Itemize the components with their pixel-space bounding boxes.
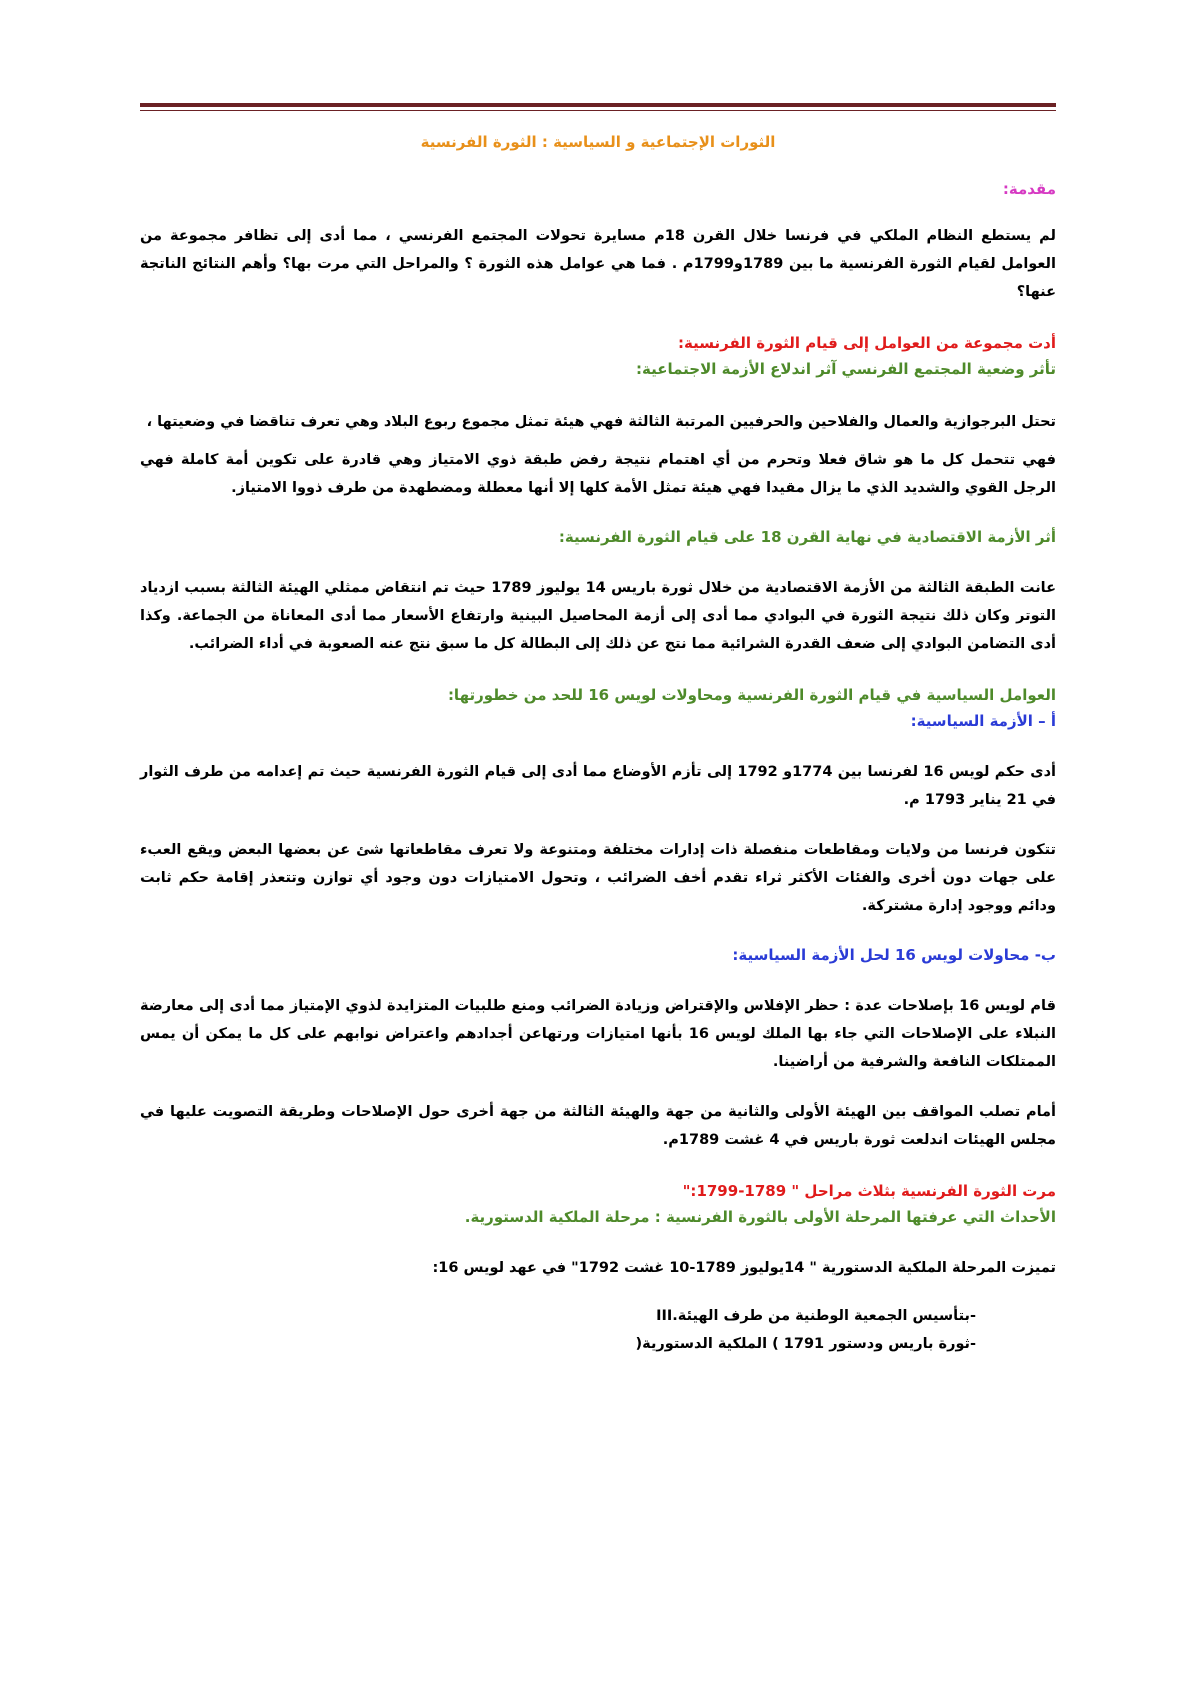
- list-item-1: -بتأسيس الجمعية الوطنية من طرف الهيئة.III: [656, 1308, 976, 1324]
- paragraph-6: قام لويس 16 بإصلاحات عدة : حظر الإفلاس والإقتراض وزيادة الضرائب ومنع طلبيات المتزايدة لذوي الإمتياز مما أدى إلى معارضة النبلاء على الإصلاحات التي جاء بها الملك لويس 16 بأنها امتيازات ورتهاعن أجدادهم واعتراض نوابهم على كل ما يمكن أن يمس الممتلكات النافعة والشرفية من أراضينا.: [140, 998, 1056, 1070]
- paragraph-3: عانت الطبقة الثالثة من الأزمة الاقتصادية من خلال ثورة باريس 14 يوليوز 1789 حيث تم انتقاض ممثلي الهيئة الثالثة بسبب ازدياد التوتر وكان ذلك نتيجة الثورة في البوادي مما أدى إلى أزمة المحاصيل البينية وارتفاع الأسعار مما أدى المعاناة من الجماعة. وكذا أدى التضامن البوادي إلى ضعف القدرة الشرائية مما نتج عن ذلك إلى البطالة كل ما سبق نتج عنه الصعوبة في أداء الضرائب.: [140, 580, 1056, 652]
- section5-heading: مرت الثورة الفرنسية بثلاث مراحل " 1789-1799:": [682, 1182, 1056, 1200]
- intro-heading: مقدمة:: [1002, 180, 1056, 198]
- intro-paragraph: لم يستطع النظام الملكي في فرنسا خلال القرن 18م مسايرة تحولات المجتمع الفرنسي ، مما أدى إلى تظافر مجموعة من العوامل لقيام الثورة الفرنسية ما بين 1789و1799م . فما هي عوامل هذه الثورة ؟ والمراحل التي مرت بها؟ وأهم النتائج الناتجة عنها؟: [140, 228, 1056, 300]
- section3-heading: العوامل السياسية في قيام الثورة الفرنسية ومحاولات لويس 16 للحد من خطورتها:: [447, 686, 1056, 704]
- section1-subheading: تأثر وضعية المجتمع الفرنسي آثر اندلاع الأزمة الاجتماعية:: [635, 360, 1056, 378]
- paragraph-5: تتكون فرنسا من ولايات ومقاطعات منفصلة ذات إدارات مختلفة ومتنوعة ولا تعرف مقاطعاتها شئ عن بعضها البعض ويقع العبء على جهات دون أخرى والفئات الأكثر ثراء تقدم أخف الضرائب ، وتحول الامتيازات دون وجود أي توازن وتتعذر إقامة حكم ثابت ودائم ووجود إدارة مشتركة.: [140, 842, 1056, 914]
- paragraph-7: أمام تصلب المواقف بين الهيئة الأولى والثانية من جهة والهيئة الثالثة من جهة أخرى حول الإصلاحات وطريقة التصويت عليها في مجلس الهيئات اندلعت ثورة باريس في 4 غشت 1789م.: [140, 1104, 1056, 1148]
- document-body: [140, 128, 1056, 1358]
- paragraph-2: فهي تتحمل كل ما هو شاق فعلا وتحرم من أي اهتمام نتيجة رفض طبقة ذوي الامتياز وهي قادرة على تكوين أمة كاملة فهي الرجل القوي والشديد الذي ما يزال مقيدا فهي هيئة تمثل الأمة كلها إلا أنها معطلة ومضطهدة من طرف ذووا الامتياز.: [140, 452, 1056, 496]
- document-title: الثورات الإجتماعية و السياسية : الثورة الفرنسية: [420, 133, 776, 151]
- header-rule-thick: [140, 103, 1056, 107]
- section5-subheading: الأحداث التي عرفتها المرحلة الأولى بالثورة الفرنسية : مرحلة الملكية الدستورية.: [464, 1208, 1056, 1226]
- paragraph-8: تميزت المرحلة الملكية الدستورية " 14يوليوز 1789-10 غشت 1792" في عهد لويس 16:: [432, 1260, 1056, 1276]
- section1-heading: أدت مجموعة من العوامل إلى قيام الثورة الفرنسية:: [678, 334, 1056, 352]
- list-item-2: -ثورة باريس ودستور 1791 ) الملكية الدستورية(: [635, 1336, 976, 1352]
- section3-subheading: أ – الأزمة السياسية:: [910, 712, 1056, 730]
- header-rule-thin: [140, 110, 1056, 111]
- section4-heading: ب- محاولات لويس 16 لحل الأزمة السياسية:: [732, 946, 1056, 964]
- paragraph-1: تحتل البرجوازية والعمال والفلاحين والحرفيين المرتبة الثالثة فهي هيئة تمثل مجموع ربوع البلاد وهي تعرف تناقضا في وضعيتها ،: [146, 414, 1056, 430]
- section2-heading: أثر الأزمة الاقتصادية في نهاية القرن 18 على قيام الثورة الفرنسية:: [558, 528, 1056, 546]
- paragraph-4: أدى حكم لويس 16 لفرنسا بين 1774و 1792 إلى تأزم الأوضاع مما أدى إلى قيام الثورة الفرنسية حيث تم إعدامه من طرف الثوار في 21 يناير 1793 م.: [140, 764, 1056, 808]
